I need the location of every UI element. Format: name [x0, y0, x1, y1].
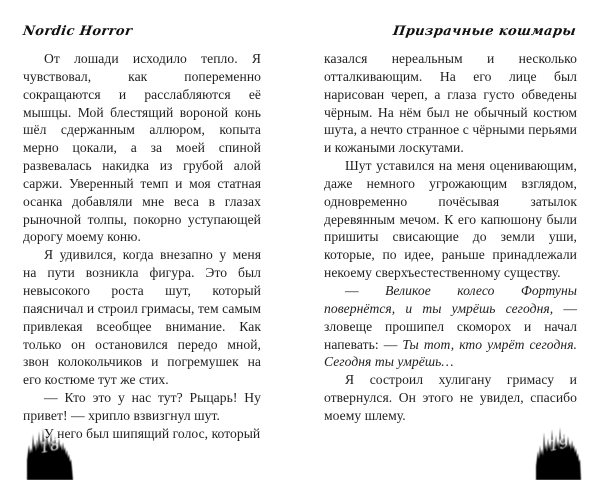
text-run: Я состроил хулигану гримасу и отвернулся. Он этого не увидел, спасибо моему шлему. — [324, 372, 577, 423]
series-title-running-head: Nordic Horror — [21, 24, 134, 39]
paragraph — [23, 246, 261, 389]
italic-text-run: Великое колесо Фортуны повернётся, и ты умрёшь сегодня, — [324, 282, 577, 316]
book-title-running-head: Призрачные кошмары — [391, 24, 578, 39]
text-run: казался нереальным и несколько отталкивающим. На его лице был нарисован череп, а глаза густо обведены чёрным. На нём был не обычный костюм шута, а нечто странное с чёрными перьями и кожаными лоскутами. — [324, 51, 577, 156]
text-run: — Кто это у нас тут? Рыцарь! Ну привет! — хрипло взвизгнул шут. — [23, 390, 261, 423]
ink-splash-right — [527, 418, 589, 480]
text-run: От лошади исходило тепло. Я чувствовал, как попеременно сокращаются и расслабляются её мышцы. Мой блестящий вороной конь шёл сдержанным аллюром, копыта мерно цокали, а за моей спиной развевалась накидка из грубой алой саржи. Уверенный темп и моя статная осанка добавляли мне веса в глазах рыночной толпы, покорно уступающей дорогу моему коню. — [23, 51, 261, 245]
right-page-text — [324, 50, 577, 425]
text-run: Шут уставился на меня оценивающим, даже немного угрожающим взглядом, одновременно почёсывая затылок деревянным мечом. К его капюшону были пришиты свисающие до земли уши, которые, по идее, раньше принадлежали некоему сверхъестественному существу. — [324, 158, 577, 281]
text-run: Я удивился, когда внезапно у меня на пути возникла фигура. Это был невысокого роста шут, который паясничал и строил гримасы, тем самым привлекая всеобщее внимание. Как только он остановился передо мной, звон колокольчиков и погремушек на его костюме тут же стих. — [23, 247, 261, 388]
paragraph — [23, 50, 261, 246]
ink-splash-left — [20, 418, 80, 480]
text-run: — зловеще прошипел скоморох и начал напевать: — — [324, 300, 577, 352]
page-number-right: 19 — [547, 435, 571, 455]
page-number-left: 18 — [38, 437, 62, 457]
italic-text-run: Ты тот, кто умрёт сегодня. Сегодня ты умрёшь… — [324, 336, 578, 370]
paragraph — [324, 371, 577, 425]
paragraph — [324, 50, 577, 157]
text-run: У него был шипящий голос, который — [44, 425, 261, 441]
paragraph — [324, 157, 577, 282]
paragraph — [324, 282, 577, 371]
left-page-text — [23, 50, 261, 443]
text-run: — — [345, 282, 386, 298]
